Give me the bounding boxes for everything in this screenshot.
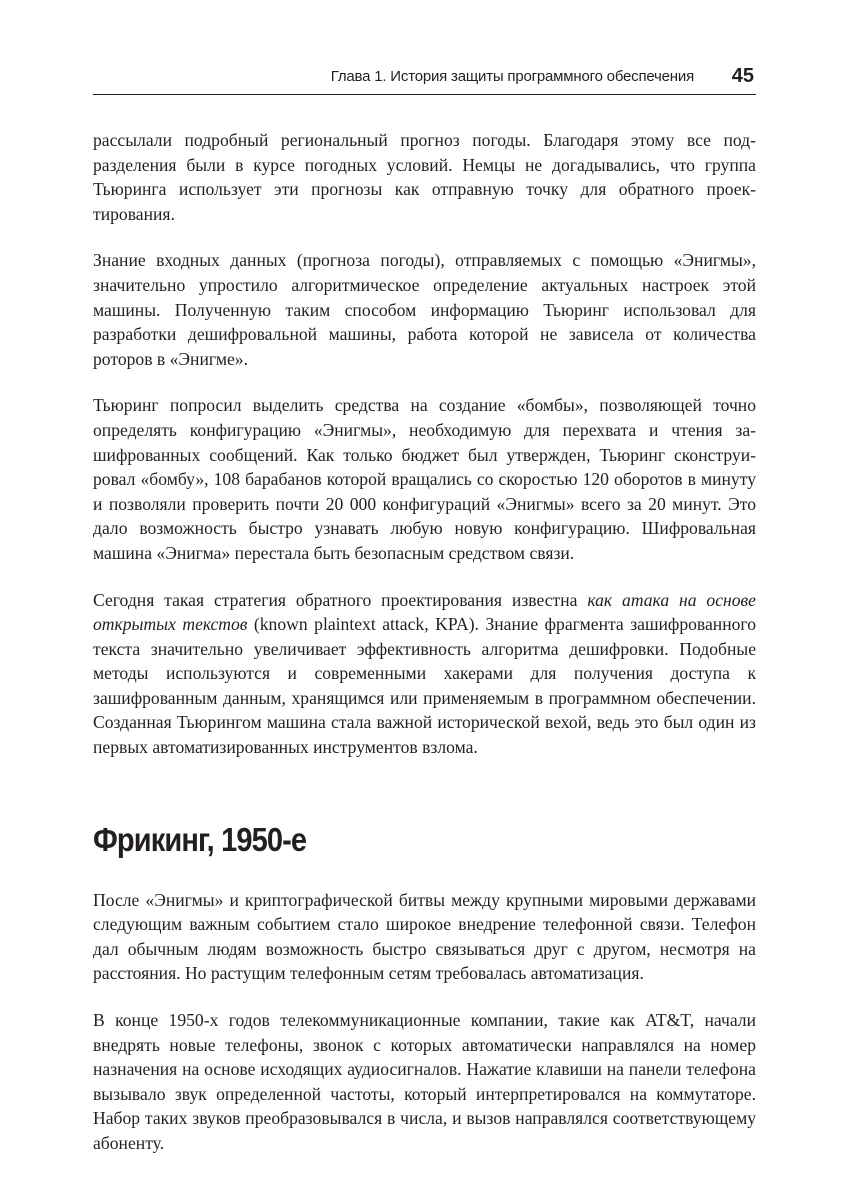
paragraph-4-lead: Сегодня такая стратегия обратного проектирования известна — [93, 589, 588, 610]
paragraph-1: рассылали подробный региональный прогноз погоды. Благодаря этому все подразделения были в курсе погодных условий. Немцы не догадывались, что группа Тьюринга использует эти прогнозы как отправную точку для обратного проектирования. — [93, 130, 756, 224]
section-heading: Фрикинг, 1950-е — [93, 820, 307, 858]
running-header — [93, 66, 756, 95]
paragraph-2: Знание входных данных (прогноза погоды), отправляемых с помощью «Энигмы», значительно упростило алгоритмическое определение актуальных настроек этой машины. Полученную таким способом информацию Тьюринг использовал для разработки дешифровальной машины, работа которой не зависела от количества роторов в «Энигме». — [93, 250, 756, 369]
paragraph-6: В конце 1950-х годов телекоммуникационные компании, такие как AT&T, начали внедрять новые телефоны, звонок с которых автоматически направлялся на номер назначения на основе исходящих аудиосигналов. Нажатие клавиши на панели телефона вызывало звук определенной частоты, который интерпретировался на коммутаторе. Набор таких звуков преобразовывался в числа, и вызов направлялся соответствующему абоненту. — [93, 1010, 756, 1153]
paragraph-4 — [93, 588, 756, 760]
page-body — [93, 128, 756, 1178]
kpa-term: как атака на основе открытых текстов — [93, 589, 756, 635]
chapter-title: Глава 1. История защиты программного обеспечения — [330, 68, 694, 85]
page-number: 45 — [731, 65, 754, 87]
paragraph-5: После «Энигмы» и криптографической битвы между крупными мировыми державами следующим важным событием стало широкое внедрение телефонной связи. Телефон дал обычным людям возможность быстро связываться друг с другом, несмотря на расстояния. Но растущим телефонным сетям требовалась автоматизация. — [93, 889, 756, 984]
paragraph-3: Тьюринг попросил выделить средства на создание «бомбы», позволяющей точно определять конфигурацию «Энигмы», необходимую для перехвата и чтения зашифрованных сообщений. Как только бюджет был утвержден, Тьюринг сконструировал «бомбу», 108 барабанов которой вращались со скоростью 120 оборотов в минуту и позволяли проверить почти 20 000 конфигураций «Энигмы» всего за 20 минут. Это дало возможность быстро узнавать любую новую конфигурацию. Шифровальная машина «Энигма» перестала быть безопасным средством связи. — [93, 395, 756, 563]
paragraph-4-rest: (known plaintext attack, KPA). Знание фрагмента зашифрованного текста значительно увеличивает эффективность алгоритма дешифровки. Подобные методы используются и современными хакерами для получения доступа к зашифрованным данным, хранящимся или применяемым в программном обеспечении. Созданная Тьюрингом машина стала важной исторической вехой, ведь это был один из первых автоматизированных инструментов взлома. — [93, 614, 756, 758]
